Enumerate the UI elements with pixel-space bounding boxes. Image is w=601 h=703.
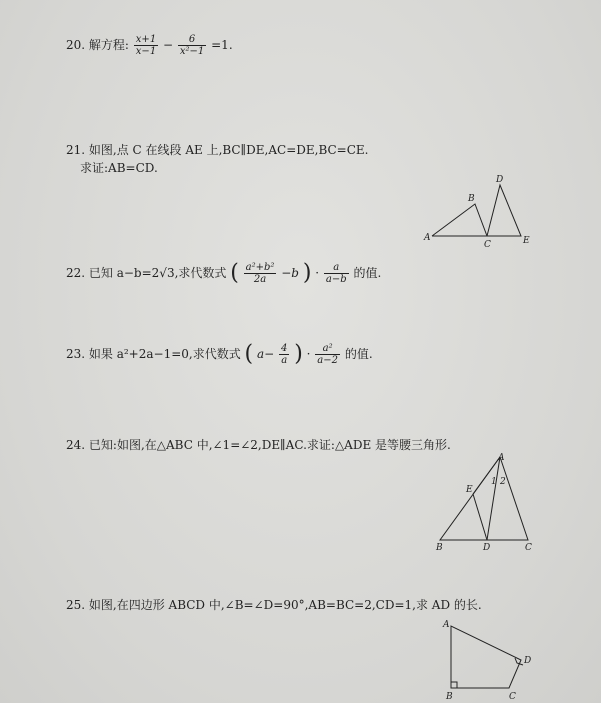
q24-angle-2-label: 2 — [500, 477, 506, 487]
q25-label-b: B — [446, 692, 453, 702]
q20-f1-denominator: x−1 — [135, 46, 157, 57]
q23-f2-denominator: a−2 — [317, 355, 338, 366]
q24-label-d: D — [483, 543, 491, 552]
q20-f1-numerator: x+1 — [135, 34, 157, 45]
question-24: 24. 已知:如图,在△ABC 中,∠1=∠2,DE∥AC.求证:△ADE 是等腰三角形. — [66, 438, 451, 452]
q20-lead: 解方程: — [88, 38, 129, 52]
question-21-line-1: 21. 如图,点 C 在线段 AE 上,BC∥DE,AC=DE,BC=CE. — [66, 143, 369, 157]
q21-triangle-cde — [487, 185, 521, 236]
question-21-line-2: 求证:AB=CD. — [80, 161, 158, 175]
q20-fraction-1 — [134, 34, 158, 57]
q24-segment-ae — [473, 457, 500, 494]
q21-label-c: C — [484, 240, 491, 250]
q21-label-b: B — [468, 194, 475, 204]
q23-a-minus: a− — [256, 347, 275, 361]
q22-lead: 22. 已知 a−b=2√3,求代数式 — [66, 266, 227, 280]
q20-tail: =1. — [211, 38, 233, 52]
q25-label-a: A — [443, 620, 450, 630]
q24-label-a: A — [498, 453, 505, 463]
q25-right-angle-b — [451, 682, 457, 688]
q25-label-d: D — [524, 656, 532, 666]
q21-triangle-abc — [432, 204, 487, 236]
q24-label-c: C — [525, 543, 532, 552]
q25-label-c: C — [509, 692, 516, 702]
q24-angle-1-label: 1 — [491, 477, 497, 487]
question-20 — [66, 34, 233, 57]
q24-segment-ad — [487, 457, 500, 540]
q24-figure — [430, 452, 560, 552]
q25-quadrilateral-abcd — [451, 626, 521, 688]
q23-right-paren: ) — [294, 341, 303, 367]
q24-segment-de — [473, 494, 487, 540]
q22-f2-denominator: a−b — [325, 274, 347, 285]
q20-number: 20. — [66, 38, 86, 52]
q22-dot: · — [315, 266, 320, 280]
q22-left-paren: ( — [230, 260, 239, 286]
q25-figure — [440, 618, 550, 703]
q23-f1-numerator: 4 — [281, 343, 288, 354]
q22-fraction-2 — [324, 262, 349, 285]
q20-fraction-2 — [178, 34, 206, 57]
q20-minus: − — [163, 38, 174, 52]
q21-figure — [420, 170, 540, 250]
q23-tail: 的值. — [344, 347, 373, 361]
q24-label-e: E — [466, 485, 473, 495]
q23-fraction-1 — [279, 343, 289, 366]
q23-lead: 23. 如果 a²+2a−1=0,求代数式 — [66, 347, 241, 361]
question-23 — [66, 343, 373, 366]
q21-label-a: A — [424, 233, 431, 243]
q23-dot: · — [306, 347, 311, 361]
q21-label-e: E — [523, 236, 530, 246]
q21-label-d: D — [496, 175, 504, 185]
q24-label-b: B — [436, 543, 443, 552]
q22-fraction-1 — [244, 262, 277, 285]
question-22 — [66, 262, 381, 285]
q23-fraction-2 — [315, 343, 340, 366]
q23-left-paren: ( — [244, 341, 254, 367]
q22-f1-denominator: 2a — [253, 274, 267, 285]
q22-right-paren: ) — [302, 260, 312, 286]
q24-triangle-abc — [440, 457, 528, 540]
q23-f1-denominator: a — [281, 355, 288, 366]
q20-f2-denominator: x²−1 — [179, 46, 205, 57]
q22-f2-numerator: a — [324, 262, 349, 274]
q23-f2-numerator: a² — [315, 343, 340, 355]
q20-f2-numerator: 6 — [178, 34, 206, 46]
q22-f1-numerator: a²+b² — [245, 262, 275, 273]
q22-tail: 的值. — [353, 266, 382, 280]
question-25: 25. 如图,在四边形 ABCD 中,∠B=∠D=90°,AB=BC=2,CD=1,求 AD 的长. — [66, 598, 482, 612]
q22-minus-b: −b — [281, 266, 299, 280]
